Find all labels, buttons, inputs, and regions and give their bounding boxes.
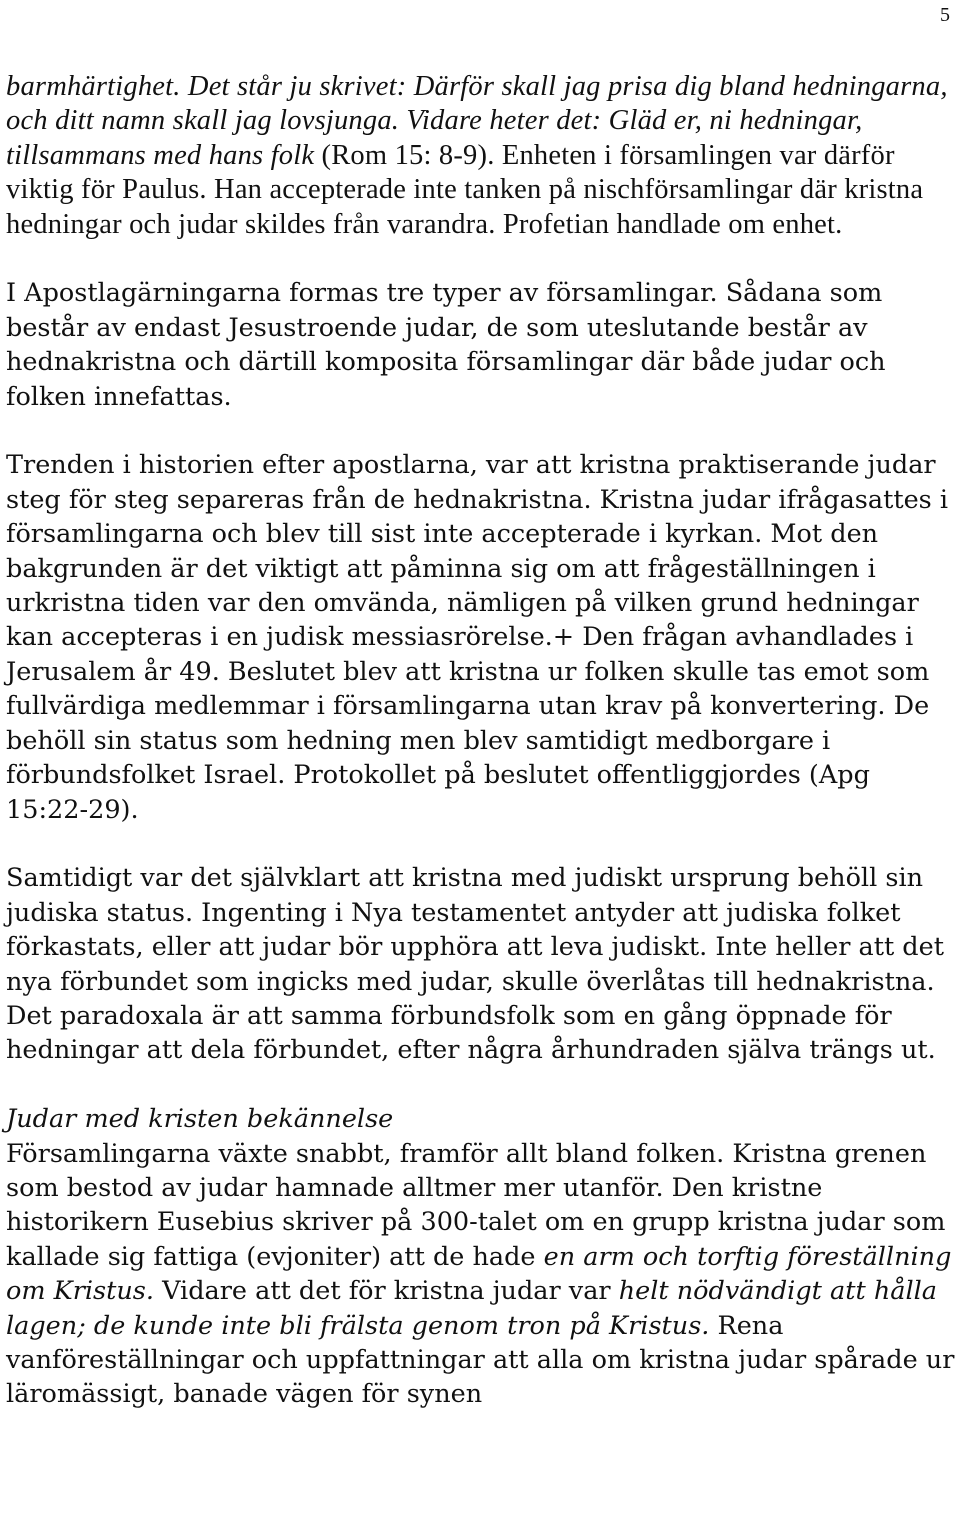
paragraph-intro xyxy=(6,70,956,242)
eusebius-quote-1: en arm och torftig föreställning om Kristus. xyxy=(6,1241,952,1307)
paragraph-history-trend: Trenden i historien efter apostlarna, var att kristna praktiserande judar steg för steg separeras från de hednakristna. Kristna judar ifrågasattes i församlingarna och blev till sist inte accepterade i kyrkan. Mot den bakgrunden är det viktigt att påminna sig om att frågeställningen i urkristna tiden var den omvända, nämligen på vilken grund hedningar kan accepteras i en judisk messiasrörelse.+ Den frågan avhandlades i Jerusalem år 49. Beslutet blev att kristna ur folken skulle tas emot som fullvärdiga medlemmar i församlingarna utan krav på konvertering. De behöll sin status som hedning men blev samtidigt medborgare i förbundsfolket Israel. Protokollet på beslutet offentliggjordes (Apg 15:22-29). xyxy=(6,450,949,825)
paragraph-jewish-status: Samtidigt var det självklart att kristna med judiskt ursprung behöll sin judiska status. Ingenting i Nya testamentet antyder att judiska folket förkastats, eller att judar bör upphöra att leva judiskt. Inte heller att det nya förbundet som ingicks med judar, skulle överlåtas till hednakristna. Det paradoxala är att samma förbundsfolk som en gång öppnade för hedningar att dela förbundet, efter några århundraden själva trängs ut. xyxy=(6,863,944,1066)
paragraph-intro-text: Enheten i församlingen var därför viktig för Paulus. Han accepterade inte tanken på nischförsamlingar där kristna hedningar och judar skildes från varandra. Profetian handlade om enhet. xyxy=(6,139,924,240)
section-heading: Judar med kristen bekännelse xyxy=(6,1104,394,1135)
paragraph-church-types: I Apostlagärningarna formas tre typer av församlingar. Sådana som består av endast Jesustroende judar, de som uteslutande består av hednakristna och därtill komposita församlingar där både judar och folken innefattas. xyxy=(6,278,886,412)
page-number: 5 xyxy=(940,4,950,26)
scripture-reference: (Rom 15: 8-9). xyxy=(314,139,495,171)
section-text-1: Församlingarna växte snabbt, framför allt bland folken. Kristna grenen som bestod av judar hamnade alltmer mer utanför. Den kristne historikern Eusebius skriver på 300-talet om en grupp kristna judar som kallade sig fattiga (evjoniter) att de hade xyxy=(6,1138,946,1272)
section-text-3: Rena vanföreställningar och uppfattningar att alla om kristna judar spårade ur läromässigt, banade vägen för synen xyxy=(6,1310,955,1410)
section-text-2: Vidare att det för kristna judar var xyxy=(153,1276,619,1307)
paragraph-eusebius xyxy=(6,1137,956,1412)
scripture-quote: barmhärtighet. Det står ju skrivet: Därför skall jag prisa dig bland hedningarna, och ditt namn skall jag lovsjunga. Vidare heter det: Gläd er, ni hedningar, tillsammans med hans folk xyxy=(6,71,948,171)
eusebius-quote-2: helt nödvändigt att hålla lagen; de kunde inte bli frälsta genom tron på Kristus. xyxy=(6,1276,937,1341)
page-content xyxy=(6,70,956,1412)
